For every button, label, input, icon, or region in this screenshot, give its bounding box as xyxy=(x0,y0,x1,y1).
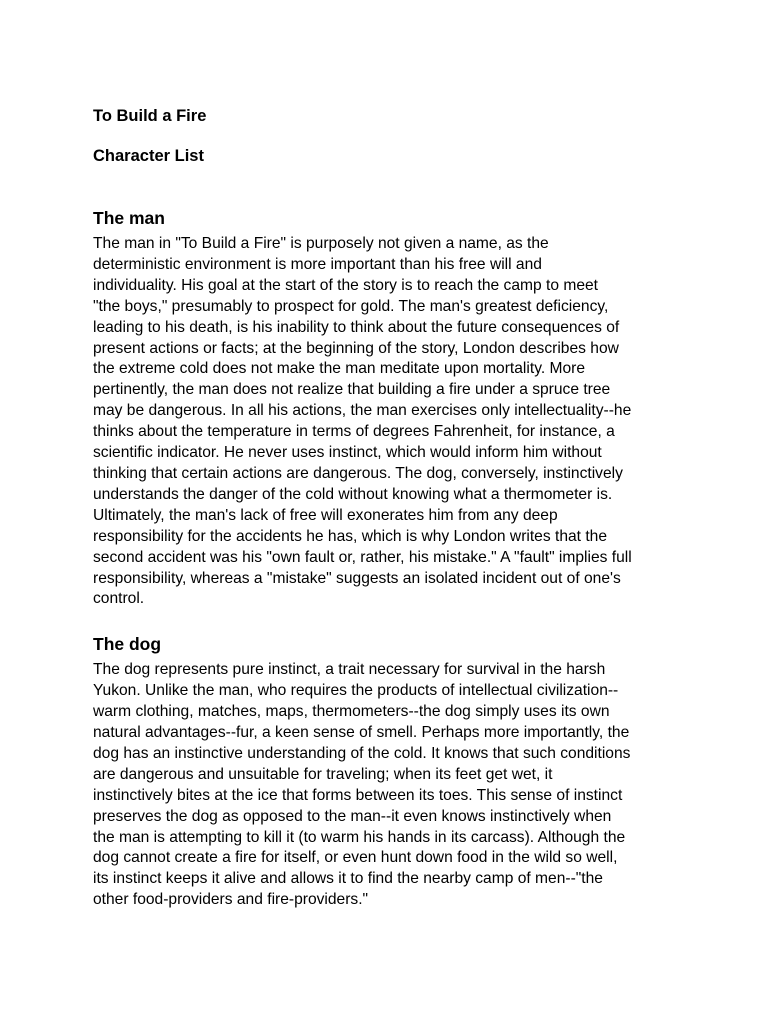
paragraph-line: instinctively bites at the ice that forms between its toes. This sense of instinct xyxy=(93,786,623,804)
paragraph-line: Ultimately, the man's lack of free will exonerates him from any deep xyxy=(93,506,558,524)
paragraph-line: second accident was his "own fault or, rather, his mistake." A "fault" implies full xyxy=(93,548,632,566)
document-page xyxy=(93,104,683,911)
paragraph-line: "the boys," presumably to prospect for gold. The man's greatest deficiency, xyxy=(93,297,609,315)
paragraph-line: Yukon. Unlike the man, who requires the products of intellectual civilization-- xyxy=(93,682,619,700)
paragraph-line: the extreme cold does not make the man meditate upon mortality. More xyxy=(93,360,586,378)
section-body-the-dog xyxy=(93,660,683,911)
paragraph-line: the man is attempting to kill it (to warm his hands in its carcass). Although the xyxy=(93,828,626,846)
paragraph-line: dog has an instinctive understanding of the cold. It knows that such conditions xyxy=(93,744,631,762)
paragraph-line: control. xyxy=(93,590,145,608)
paragraph-line: The man in "To Build a Fire" is purposely not given a name, as the xyxy=(93,235,549,252)
paragraph-line: responsibility for the accidents he has, which is why London writes that the xyxy=(93,527,607,545)
paragraph-line: present actions or facts; at the beginning of the story, London describes how xyxy=(93,339,619,357)
document-subtitle: Character List xyxy=(93,147,204,165)
paragraph-line: individuality. His goal at the start of the story is to reach the camp to meet xyxy=(93,276,599,294)
paragraph-line: pertinently, the man does not realize that building a fire under a spruce tree xyxy=(93,381,611,399)
paragraph-line: responsibility, whereas a "mistake" suggests an isolated incident out of one's xyxy=(93,569,621,587)
paragraph-line: leading to his death, is his inability to think about the future consequences of xyxy=(93,318,620,336)
paragraph-line: thinking that certain actions are dangerous. The dog, conversely, instinctively xyxy=(93,464,623,482)
section-body-the-man xyxy=(93,234,683,610)
paragraph-line: its instinct keeps it alive and allows it to find the nearby camp of men--"the xyxy=(93,870,603,888)
paragraph-line: deterministic environment is more important than his free will and xyxy=(93,255,542,273)
paragraph-line: warm clothing, matches, maps, thermometers--the dog simply uses its own xyxy=(93,703,610,721)
paragraph-line: scientific indicator. He never uses instinct, which would inform him without xyxy=(93,444,602,462)
section-heading-the-dog: The dog xyxy=(93,634,162,655)
paragraph-line: other food-providers and fire-providers." xyxy=(93,891,369,909)
section-heading-the-man: The man xyxy=(93,208,165,228)
paragraph-line: are dangerous and unsuitable for traveling; when its feet get wet, it xyxy=(93,765,553,783)
paragraph-line: may be dangerous. In all his actions, the man exercises only intellectuality--he xyxy=(93,402,632,420)
paragraph-line: understands the danger of the cold without knowing what a thermometer is. xyxy=(93,485,613,503)
paragraph-line: preserves the dog as opposed to the man--it even knows instinctively when xyxy=(93,807,612,825)
paragraph-line: The dog represents pure instinct, a trait necessary for survival in the harsh xyxy=(93,661,606,679)
paragraph-line: thinks about the temperature in terms of degrees Fahrenheit, for instance, a xyxy=(93,423,615,441)
document-title: To Build a Fire xyxy=(93,107,207,125)
paragraph-line: dog cannot create a fire for itself, or even hunt down food in the wild so well, xyxy=(93,849,618,867)
paragraph-line: natural advantages--fur, a keen sense of smell. Perhaps more importantly, the xyxy=(93,724,630,742)
